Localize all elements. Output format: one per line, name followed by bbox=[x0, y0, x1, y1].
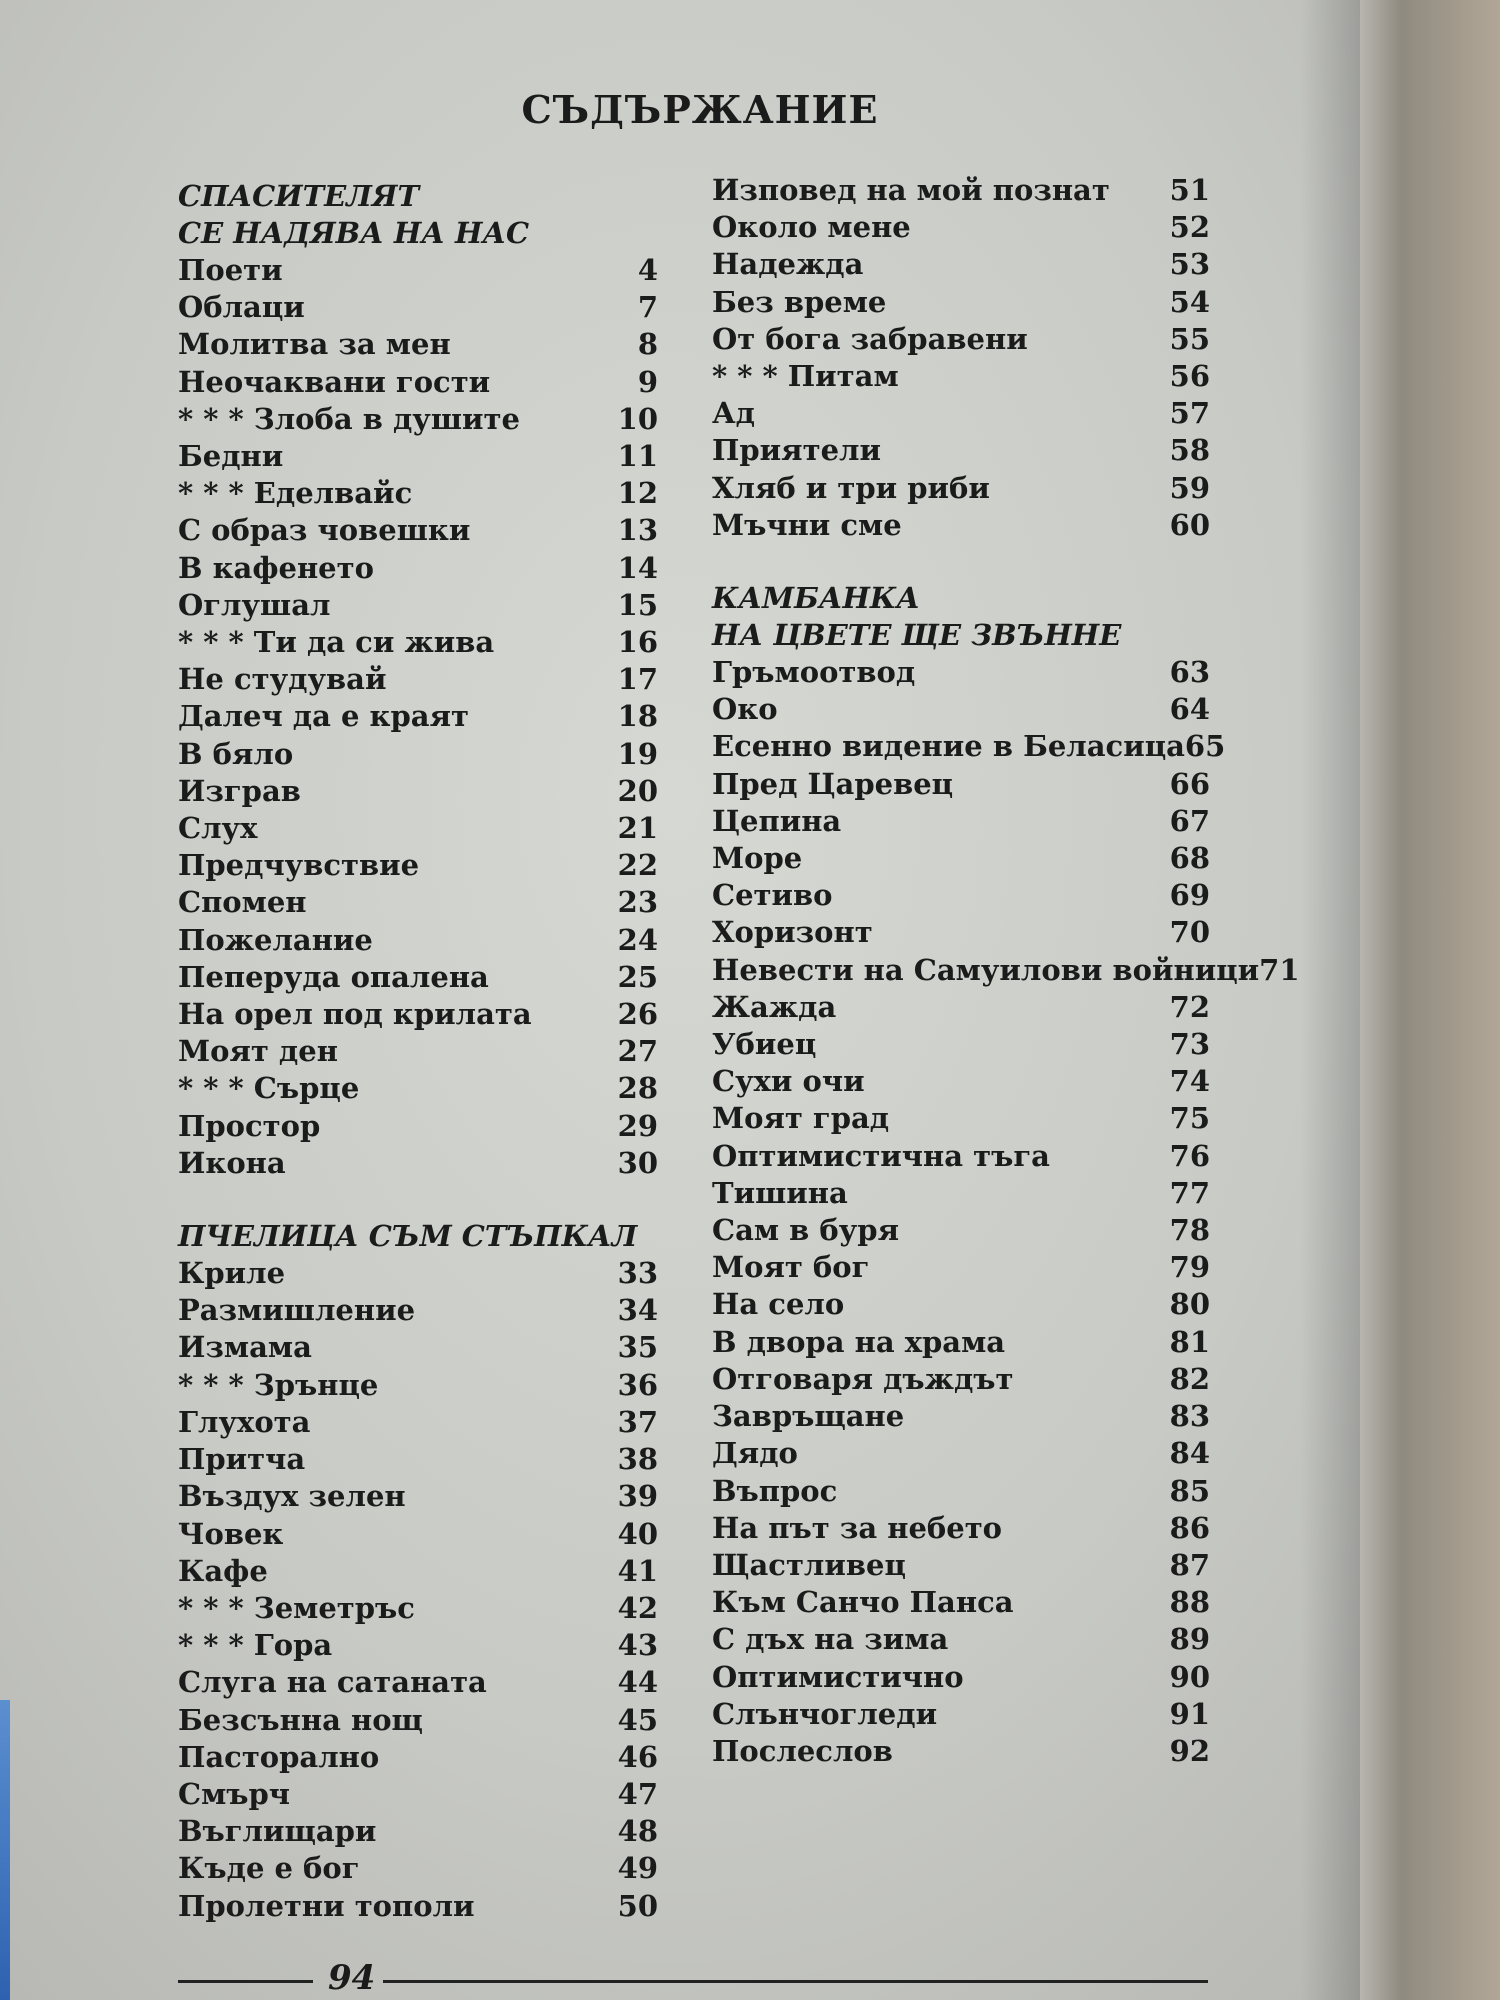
toc-entry bbox=[712, 1138, 1210, 1175]
toc-entry-page: 9 bbox=[637, 364, 658, 399]
toc-entry-page: 36 bbox=[617, 1367, 658, 1402]
toc-entry-page: 21 bbox=[617, 811, 658, 846]
spine-shadow bbox=[1300, 0, 1360, 2000]
toc-entry-page: 92 bbox=[1169, 1733, 1210, 1768]
toc-entry-page: 85 bbox=[1169, 1473, 1210, 1508]
toc-entry-page: 4 bbox=[637, 253, 658, 287]
toc-entry-title: Изграв bbox=[178, 773, 301, 808]
toc-entry-title: Бедни bbox=[178, 439, 284, 474]
toc-entry bbox=[712, 1473, 1210, 1510]
toc-entry bbox=[178, 401, 658, 438]
toc-entry-page: 48 bbox=[617, 1814, 658, 1849]
section-gap bbox=[178, 1182, 658, 1218]
toc-entry-page: 55 bbox=[1169, 321, 1210, 356]
toc-entry-page: 79 bbox=[1169, 1250, 1210, 1285]
toc-entry-title: В бяло bbox=[178, 736, 294, 771]
toc-entry bbox=[178, 1145, 658, 1182]
toc-entry-list bbox=[712, 654, 1300, 1770]
toc-entry bbox=[712, 1659, 1210, 1696]
toc-entry-page: 82 bbox=[1169, 1361, 1210, 1396]
toc-entry-page: 47 bbox=[617, 1776, 658, 1811]
toc-entry bbox=[712, 691, 1210, 728]
toc-entry-page: 64 bbox=[1169, 692, 1210, 727]
toc-entry-title: Молитва за мен bbox=[178, 327, 451, 362]
toc-entry-page: 70 bbox=[1169, 915, 1210, 950]
toc-entry-title: На орел под крилата bbox=[178, 997, 532, 1032]
toc-entry-title: Жажда bbox=[712, 989, 837, 1024]
toc-entry bbox=[712, 432, 1210, 469]
toc-entry bbox=[178, 1664, 658, 1701]
toc-entry-title: Човек bbox=[178, 1516, 284, 1551]
toc-entry-title: * * * Земетръс bbox=[178, 1590, 415, 1625]
toc-entry-title: Смърч bbox=[178, 1776, 291, 1811]
toc-entry bbox=[178, 1516, 658, 1553]
toc-entry-page: 60 bbox=[1169, 507, 1210, 542]
toc-entry bbox=[178, 1553, 658, 1590]
toc-entry-page: 59 bbox=[1169, 470, 1210, 505]
toc-entry bbox=[178, 1033, 658, 1070]
toc-entry-page: 25 bbox=[617, 959, 658, 994]
toc-entry-title: Без време bbox=[712, 284, 887, 319]
toc-entry bbox=[712, 1175, 1210, 1212]
toc-entry-list bbox=[178, 252, 658, 1182]
toc-entry bbox=[178, 512, 658, 549]
toc-entry-title: Въпрос bbox=[712, 1473, 838, 1508]
toc-entry bbox=[712, 728, 1226, 765]
toc-entry bbox=[178, 1813, 658, 1850]
toc-entry bbox=[178, 698, 658, 735]
toc-entry bbox=[178, 1367, 658, 1404]
toc-entry-title: Облаци bbox=[178, 290, 305, 325]
toc-entry-page: 45 bbox=[617, 1702, 658, 1737]
toc-entry-title: С образ човешки bbox=[178, 513, 471, 548]
toc-entry-title: Отговаря дъждът bbox=[712, 1361, 1014, 1396]
toc-entry-page: 24 bbox=[617, 922, 658, 957]
toc-entry-title: Цепина bbox=[712, 803, 842, 838]
toc-entry-title: Пролетни тополи bbox=[178, 1888, 475, 1923]
toc-entry-page: 26 bbox=[617, 997, 658, 1032]
toc-entry-page: 42 bbox=[617, 1590, 658, 1625]
toc-entry bbox=[712, 507, 1210, 544]
toc-entry-page: 78 bbox=[1169, 1213, 1210, 1248]
toc-entry-page: 15 bbox=[617, 587, 658, 622]
toc-entry-page: 8 bbox=[637, 327, 658, 362]
toc-entry-title: Невести на Самуилови войници bbox=[712, 952, 1260, 987]
toc-entry-page: 91 bbox=[1169, 1696, 1210, 1731]
toc-entry-page: 16 bbox=[617, 625, 658, 660]
toc-entry bbox=[178, 1850, 658, 1887]
toc-entry-title: Слух bbox=[178, 811, 258, 846]
toc-entry bbox=[712, 1063, 1210, 1100]
section-heading-line: СЕ НАДЯВА НА НАС bbox=[178, 216, 530, 250]
page-title: СЪДЪРЖАНИЕ bbox=[521, 87, 879, 133]
toc-entry-page: 68 bbox=[1169, 841, 1210, 876]
toc-entry bbox=[178, 252, 658, 289]
toc-entry bbox=[178, 326, 658, 363]
toc-entry bbox=[712, 209, 1210, 246]
toc-entry bbox=[178, 624, 658, 661]
toc-entry bbox=[178, 884, 658, 921]
toc-right-column bbox=[712, 172, 1300, 1770]
toc-entry bbox=[178, 661, 658, 698]
toc-entry-title: Послеслов bbox=[712, 1733, 893, 1768]
toc-entry-title: Слуга на сатаната bbox=[178, 1665, 487, 1700]
toc-entry bbox=[712, 1435, 1210, 1472]
toc-entry-page: 69 bbox=[1169, 878, 1210, 913]
toc-entry-page: 57 bbox=[1169, 396, 1210, 431]
toc-entry-title: Не студувай bbox=[178, 662, 387, 697]
toc-entry-title: Към Санчо Панса bbox=[712, 1585, 1014, 1620]
toc-entry-title: Въздух зелен bbox=[178, 1479, 406, 1514]
toc-entry-page: 13 bbox=[617, 513, 658, 548]
section-pchelitsa bbox=[178, 1218, 658, 1925]
toc-entry-page: 7 bbox=[637, 290, 658, 325]
section-kambanka bbox=[712, 580, 1300, 1770]
toc-entry-page: 86 bbox=[1169, 1510, 1210, 1545]
toc-entry bbox=[712, 470, 1210, 507]
toc-entry bbox=[712, 284, 1210, 321]
toc-entry-title: Далеч да е краят bbox=[178, 699, 469, 734]
toc-entry bbox=[712, 1249, 1210, 1286]
blue-background-strip bbox=[0, 1700, 10, 2000]
toc-entry-page: 10 bbox=[617, 401, 658, 436]
toc-entry-title: Простор bbox=[178, 1108, 321, 1143]
toc-entry-title: Хоризонт bbox=[712, 915, 873, 950]
section-spasitelyat bbox=[178, 178, 658, 1182]
toc-entry bbox=[178, 1108, 658, 1145]
toc-entry-title: Слънчогледи bbox=[712, 1696, 938, 1731]
toc-entry bbox=[178, 1329, 658, 1366]
toc-entry-page: 63 bbox=[1169, 655, 1210, 690]
toc-entry bbox=[712, 952, 1300, 989]
toc-entry-page: 18 bbox=[617, 699, 658, 734]
toc-entry-title: Оптимистично bbox=[712, 1659, 964, 1694]
toc-entry bbox=[178, 1739, 658, 1776]
toc-entry-title: Око bbox=[712, 692, 778, 727]
toc-entry bbox=[178, 364, 658, 401]
toc-entry-title: Неочаквани гости bbox=[178, 364, 491, 399]
toc-entry-page: 80 bbox=[1169, 1287, 1210, 1322]
toc-entry bbox=[712, 840, 1210, 877]
toc-entry-page: 77 bbox=[1169, 1175, 1210, 1210]
toc-entry-page: 29 bbox=[617, 1108, 658, 1143]
toc-entry-page: 51 bbox=[1169, 173, 1210, 207]
toc-entry-page: 41 bbox=[617, 1553, 658, 1588]
toc-entry bbox=[712, 1510, 1210, 1547]
toc-entry-page: 20 bbox=[617, 773, 658, 808]
toc-entry bbox=[178, 1590, 658, 1627]
toc-entry-title: Сам в буря bbox=[712, 1213, 900, 1248]
toc-entry bbox=[178, 1478, 658, 1515]
toc-entry-page: 89 bbox=[1169, 1622, 1210, 1657]
toc-entry-page: 28 bbox=[617, 1071, 658, 1106]
toc-entry bbox=[712, 1026, 1210, 1063]
page-footer bbox=[178, 1958, 1208, 1998]
toc-entry bbox=[712, 1212, 1210, 1249]
toc-entry-title: Надежда bbox=[712, 247, 864, 282]
toc-entry-title: Икона bbox=[178, 1145, 286, 1180]
toc-entry bbox=[178, 1070, 658, 1107]
toc-entry-page: 83 bbox=[1169, 1399, 1210, 1434]
toc-entry bbox=[178, 847, 658, 884]
footer-rule-left bbox=[178, 1980, 313, 1983]
toc-entry bbox=[712, 1547, 1210, 1584]
toc-entry-page: 75 bbox=[1169, 1101, 1210, 1136]
toc-entry bbox=[178, 289, 658, 326]
toc-entry bbox=[712, 358, 1210, 395]
toc-entry-page: 67 bbox=[1169, 803, 1210, 838]
toc-entry-page: 50 bbox=[617, 1888, 658, 1923]
toc-entry bbox=[712, 1621, 1210, 1658]
toc-entry-title: * * * Злоба в душите bbox=[178, 401, 520, 436]
toc-entry-title: * * * Ти да си жива bbox=[178, 625, 495, 660]
toc-entry-title: В двора на храма bbox=[712, 1324, 1006, 1359]
toc-entry bbox=[712, 1733, 1210, 1770]
toc-entry-title: Пред Царевец bbox=[712, 766, 954, 801]
toc-entry-page: 66 bbox=[1169, 766, 1210, 801]
toc-entry bbox=[712, 1398, 1210, 1435]
toc-entry bbox=[178, 1888, 658, 1925]
toc-entry bbox=[712, 877, 1210, 914]
toc-entry bbox=[178, 1255, 658, 1292]
toc-entry bbox=[712, 766, 1210, 803]
toc-entry-title: Гръмоотвод bbox=[712, 655, 916, 690]
toc-entry-page: 35 bbox=[617, 1330, 658, 1365]
toc-entry-page: 44 bbox=[617, 1665, 658, 1700]
toc-entry-title: * * * Сърце bbox=[178, 1071, 360, 1106]
toc-entry-title: Ад bbox=[712, 396, 755, 431]
toc-entry bbox=[178, 1702, 658, 1739]
toc-entry-page: 53 bbox=[1169, 247, 1210, 282]
toc-entry-page: 27 bbox=[617, 1034, 658, 1069]
section-heading-line: КАМБАНКА bbox=[712, 581, 920, 616]
toc-entry-title: Около мене bbox=[712, 210, 911, 245]
toc-entry-page: 11 bbox=[617, 439, 658, 474]
toc-entry-title: Изповед на мой познат bbox=[712, 173, 1110, 207]
toc-entry-title: Приятели bbox=[712, 433, 881, 468]
toc-entry bbox=[178, 587, 658, 624]
toc-entry-title: Оглушал bbox=[178, 587, 331, 622]
toc-entry-page: 30 bbox=[617, 1145, 658, 1180]
toc-entry-title: Завръщане bbox=[712, 1399, 905, 1434]
toc-entry-title: Кафе bbox=[178, 1553, 268, 1588]
toc-entry bbox=[178, 1776, 658, 1813]
toc-entry bbox=[712, 395, 1210, 432]
toc-entry-title: Пожелание bbox=[178, 922, 373, 957]
toc-entry-title: * * * Зрънце bbox=[178, 1367, 379, 1402]
toc-entry bbox=[178, 550, 658, 587]
toc-entry-title: Хляб и три риби bbox=[712, 470, 990, 505]
toc-entry-title: Безсънна нощ bbox=[178, 1702, 423, 1737]
toc-entry-title: Пеперуда опалена bbox=[178, 959, 489, 994]
toc-entry-page: 58 bbox=[1169, 433, 1210, 468]
toc-entry-title: Криле bbox=[178, 1256, 286, 1291]
toc-entry bbox=[712, 321, 1210, 358]
toc-entry-title: Глухота bbox=[178, 1404, 311, 1439]
book-page-edge bbox=[1360, 0, 1500, 2000]
toc-entry bbox=[712, 1361, 1210, 1398]
toc-entry-title: Мъчни сме bbox=[712, 507, 902, 542]
toc-entry-title: * * * Питам bbox=[712, 359, 899, 394]
toc-entry-title: Поети bbox=[178, 253, 283, 287]
toc-entry bbox=[712, 1324, 1210, 1361]
toc-left-column bbox=[178, 178, 658, 1925]
toc-entry-page: 39 bbox=[617, 1479, 658, 1514]
toc-entry-page: 34 bbox=[617, 1293, 658, 1328]
toc-entry-page: 54 bbox=[1169, 284, 1210, 319]
toc-entry-page: 46 bbox=[617, 1739, 658, 1774]
toc-entry-title: Есенно видение в Беласица bbox=[712, 729, 1185, 764]
toc-entry-page: 43 bbox=[617, 1628, 658, 1663]
toc-entry-title: Моят ден bbox=[178, 1034, 338, 1069]
toc-entry-page: 65 bbox=[1184, 729, 1226, 764]
toc-entry-page: 72 bbox=[1169, 989, 1210, 1024]
toc-entry-title: Щастливец bbox=[712, 1547, 906, 1582]
toc-entry bbox=[712, 654, 1210, 691]
toc-entry-page: 19 bbox=[617, 736, 658, 771]
toc-entry-title: Моят бог bbox=[712, 1250, 870, 1285]
toc-entry bbox=[712, 1584, 1210, 1621]
toc-entry-page: 87 bbox=[1169, 1547, 1210, 1582]
toc-entry-list bbox=[178, 1255, 658, 1925]
toc-entry-page: 90 bbox=[1169, 1659, 1210, 1694]
toc-entry-title: Дядо bbox=[712, 1436, 798, 1471]
section-heading-line: ПЧЕЛИЦА СЪМ СТЪПКАЛ bbox=[178, 1219, 638, 1254]
toc-entry-page: 73 bbox=[1169, 1027, 1210, 1062]
toc-entry-page: 33 bbox=[617, 1256, 658, 1291]
toc-entry bbox=[712, 803, 1210, 840]
toc-entry bbox=[178, 1404, 658, 1441]
toc-entry bbox=[712, 1100, 1210, 1137]
toc-entry-title: Море bbox=[712, 841, 803, 876]
toc-entry-title: Притча bbox=[178, 1442, 306, 1477]
toc-entry-page: 22 bbox=[617, 848, 658, 883]
toc-entry bbox=[178, 1441, 658, 1478]
toc-entry-page: 17 bbox=[617, 662, 658, 697]
toc-entry-title: Убиец bbox=[712, 1027, 817, 1062]
toc-entry-page: 71 bbox=[1259, 952, 1300, 987]
toc-entry-title: Къде е бог bbox=[178, 1851, 360, 1886]
toc-entry bbox=[178, 959, 658, 996]
toc-entry bbox=[178, 810, 658, 847]
toc-entry-title: Предчувствие bbox=[178, 848, 420, 883]
toc-entry-page: 56 bbox=[1169, 359, 1210, 394]
toc-entry-page: 38 bbox=[617, 1442, 658, 1477]
toc-entry-title: Измама bbox=[178, 1330, 312, 1365]
toc-entry-title: На село bbox=[712, 1287, 845, 1322]
toc-entry-title: Сухи очи bbox=[712, 1064, 865, 1099]
toc-entry-title: В кафенето bbox=[178, 550, 374, 585]
toc-entry-page: 12 bbox=[617, 476, 658, 511]
toc-entry bbox=[178, 438, 658, 475]
toc-entry-page: 76 bbox=[1169, 1138, 1210, 1173]
toc-entry bbox=[712, 914, 1210, 951]
toc-entry-title: Спомен bbox=[178, 885, 307, 920]
toc-entry-page: 88 bbox=[1169, 1585, 1210, 1620]
toc-entry-list bbox=[712, 172, 1210, 544]
toc-entry-title: Пасторално bbox=[178, 1739, 380, 1774]
toc-entry-title: Оптимистична тъга bbox=[712, 1138, 1050, 1173]
toc-entry-title: Тишина bbox=[712, 1175, 848, 1210]
toc-entry-page: 14 bbox=[617, 550, 658, 585]
toc-entry-page: 37 bbox=[617, 1404, 658, 1439]
toc-entry-page: 52 bbox=[1169, 210, 1210, 245]
toc-entry bbox=[178, 475, 658, 512]
toc-entry-page: 49 bbox=[617, 1851, 658, 1886]
toc-entry bbox=[178, 736, 658, 773]
toc-entry-title: От бога забравени bbox=[712, 321, 1028, 356]
section-heading-line: СПАСИТЕЛЯТ bbox=[178, 179, 420, 213]
toc-entry-page: 40 bbox=[617, 1516, 658, 1551]
toc-entry-title: На път за небето bbox=[712, 1510, 1002, 1545]
toc-entry-title: С дъх на зима bbox=[712, 1622, 949, 1657]
toc-entry-title: * * * Еделвайс bbox=[178, 476, 413, 511]
section-heading-line: НА ЦВЕТЕ ЩЕ ЗВЪННЕ bbox=[712, 618, 1122, 653]
toc-entry-title: Моят град bbox=[712, 1101, 890, 1136]
toc-entry-title: * * * Гора bbox=[178, 1628, 333, 1663]
toc-entry-title: Размишление bbox=[178, 1293, 416, 1328]
toc-entry-title: Въглищари bbox=[178, 1814, 377, 1849]
toc-entry bbox=[178, 922, 658, 959]
footer-page-number: 94 bbox=[328, 1958, 376, 1998]
toc-entry bbox=[712, 1696, 1210, 1733]
toc-entry bbox=[712, 246, 1210, 283]
toc-entry bbox=[178, 996, 658, 1033]
toc-entry bbox=[712, 1286, 1210, 1323]
toc-entry bbox=[712, 989, 1210, 1026]
toc-entry bbox=[178, 773, 658, 810]
toc-entry bbox=[712, 172, 1210, 209]
toc-entry-page: 84 bbox=[1169, 1436, 1210, 1471]
footer-rule-right bbox=[383, 1980, 1208, 1983]
toc-entry bbox=[178, 1292, 658, 1329]
toc-entry bbox=[178, 1627, 658, 1664]
toc-entry-page: 23 bbox=[617, 885, 658, 920]
toc-entry-page: 74 bbox=[1169, 1064, 1210, 1099]
toc-entry-title: Сетиво bbox=[712, 878, 833, 913]
toc-entry-page: 81 bbox=[1169, 1324, 1210, 1359]
section-gap bbox=[712, 544, 1210, 580]
